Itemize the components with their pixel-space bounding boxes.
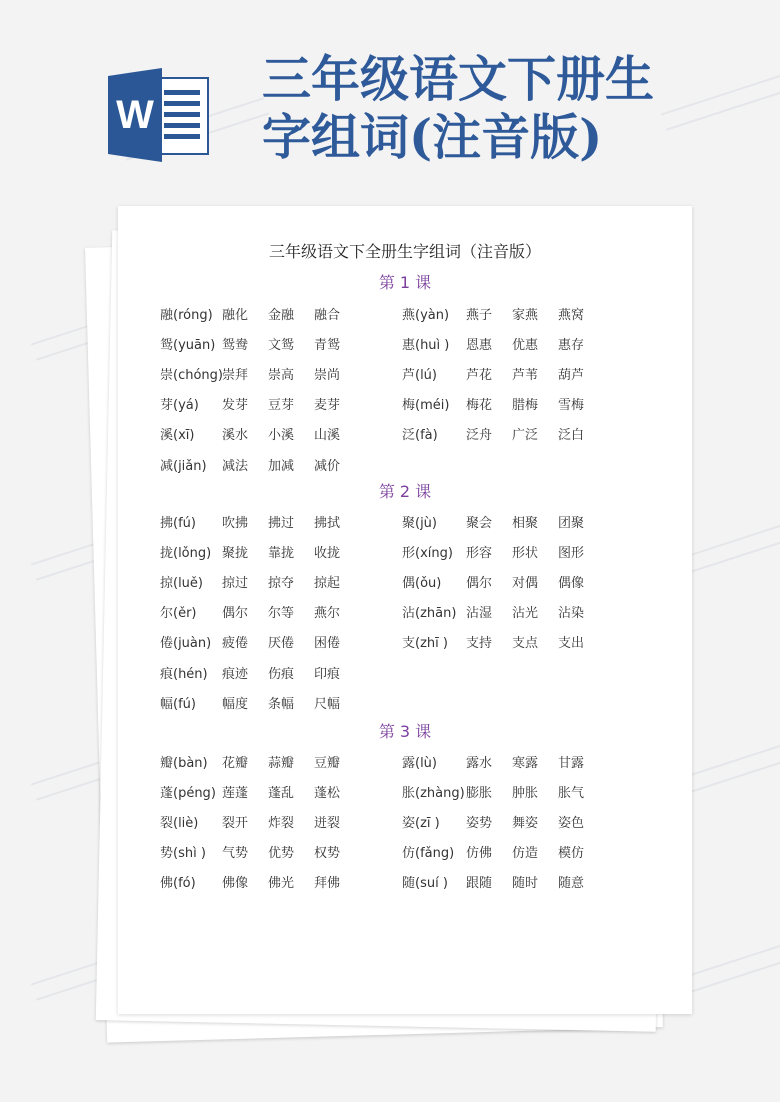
word-row <box>160 746 360 776</box>
compound-word: 胀气 <box>558 785 585 801</box>
character-pinyin: 倦(juàn) <box>160 636 212 652</box>
compound-word: 崇拜 <box>222 367 249 383</box>
compound-word: 恩惠 <box>466 337 493 353</box>
lesson-3-left-column <box>160 746 360 897</box>
compound-word: 优惠 <box>512 337 539 353</box>
compound-word: 舞姿 <box>512 815 539 831</box>
compound-word: 泛白 <box>558 428 585 444</box>
lesson-3-right-column <box>402 746 604 897</box>
page-title-line-1: 三年级语文下册生 <box>262 50 655 108</box>
compound-word: 减法 <box>222 458 249 474</box>
word-row <box>160 506 360 536</box>
character-pinyin: 偶(ǒu) <box>402 575 442 591</box>
compound-word: 尺幅 <box>314 696 341 712</box>
character-pinyin: 痕(hén) <box>160 666 208 682</box>
compound-word: 鸳鸯 <box>222 337 249 353</box>
compound-word: 掠夺 <box>268 575 295 591</box>
word-row <box>402 806 604 836</box>
compound-word: 偶尔 <box>222 606 249 622</box>
compound-word: 伤痕 <box>268 666 295 682</box>
word-row <box>402 597 604 627</box>
character-pinyin: 掠(luě) <box>160 575 203 591</box>
character-pinyin: 沾(zhān) <box>402 606 457 622</box>
character-pinyin: 溪(xī) <box>160 428 195 444</box>
compound-word: 困倦 <box>314 636 341 652</box>
compound-word: 印痕 <box>314 666 341 682</box>
character-pinyin: 鸳(yuān) <box>160 337 216 353</box>
character-pinyin: 惠(huì ) <box>402 337 450 353</box>
compound-word: 花瓣 <box>222 755 249 771</box>
word-row <box>160 389 360 419</box>
compound-word: 蒜瓣 <box>268 755 295 771</box>
character-pinyin: 随(suí ) <box>402 876 448 892</box>
word-row <box>402 506 604 536</box>
word-row <box>402 389 604 419</box>
compound-word: 豆瓣 <box>314 755 341 771</box>
compound-word: 疲倦 <box>222 636 249 652</box>
page-title-line-2: 字组词(注音版) <box>262 108 603 166</box>
compound-word: 燕尔 <box>314 606 341 622</box>
word-document-icon <box>108 68 212 162</box>
compound-word: 沾光 <box>512 606 539 622</box>
compound-word: 掠起 <box>314 575 341 591</box>
word-row <box>160 867 360 897</box>
compound-word: 姿势 <box>466 815 493 831</box>
compound-word: 佛光 <box>268 876 295 892</box>
compound-word: 广泛 <box>512 428 539 444</box>
compound-word: 靠拢 <box>268 545 295 561</box>
lesson-2-title: 第 2 课 <box>378 482 432 501</box>
character-pinyin: 裂(liè) <box>160 815 199 831</box>
compound-word: 芦花 <box>466 367 493 383</box>
page-title <box>262 50 762 166</box>
compound-word: 崇尚 <box>314 367 341 383</box>
compound-word: 相聚 <box>512 515 539 531</box>
character-pinyin: 崇(chóng) <box>160 367 223 383</box>
character-pinyin: 瓣(bàn) <box>160 755 208 771</box>
compound-word: 豆芽 <box>268 398 295 414</box>
character-pinyin: 蓬(péng) <box>160 785 216 801</box>
word-row <box>160 419 360 449</box>
character-pinyin: 拢(lǒng) <box>160 545 212 561</box>
compound-word: 泛舟 <box>466 428 493 444</box>
word-row <box>402 298 604 328</box>
character-pinyin: 芦(lú) <box>402 367 437 383</box>
compound-word: 莲蓬 <box>222 785 249 801</box>
lesson-3-title: 第 3 课 <box>378 722 432 741</box>
compound-word: 仿造 <box>512 846 539 862</box>
lesson-1-right-column <box>402 298 604 449</box>
word-row <box>402 627 604 657</box>
compound-word: 麦芽 <box>314 398 341 414</box>
compound-word: 聚会 <box>466 515 493 531</box>
compound-word: 偶像 <box>558 575 585 591</box>
compound-word: 山溪 <box>314 428 341 444</box>
word-row <box>160 449 360 479</box>
compound-word: 吹拂 <box>222 515 249 531</box>
compound-word: 尔等 <box>268 606 295 622</box>
compound-word: 图形 <box>558 545 585 561</box>
character-pinyin: 佛(fó) <box>160 876 196 892</box>
compound-word: 团聚 <box>558 515 585 531</box>
compound-word: 支持 <box>466 636 493 652</box>
compound-word: 加减 <box>268 458 295 474</box>
character-pinyin: 形(xíng) <box>402 545 453 561</box>
character-pinyin: 支(zhī ) <box>402 636 448 652</box>
compound-word: 寒露 <box>512 755 539 771</box>
character-pinyin: 减(jiǎn) <box>160 458 207 474</box>
compound-word: 仿佛 <box>466 846 493 862</box>
word-row <box>160 657 360 687</box>
compound-word: 痕迹 <box>222 666 249 682</box>
compound-word: 雪梅 <box>558 398 585 414</box>
compound-word: 芦苇 <box>512 367 539 383</box>
word-row <box>402 358 604 388</box>
word-row <box>402 328 604 358</box>
word-row <box>402 837 604 867</box>
lesson-2-left-column <box>160 506 360 717</box>
compound-word: 裂开 <box>222 815 249 831</box>
compound-word: 拂拭 <box>314 515 341 531</box>
word-row <box>160 627 360 657</box>
compound-word: 溪水 <box>222 428 249 444</box>
compound-word: 支出 <box>558 636 585 652</box>
compound-word: 文鸳 <box>268 337 295 353</box>
compound-word: 厌倦 <box>268 636 295 652</box>
word-row <box>402 746 604 776</box>
compound-word: 融化 <box>222 307 249 323</box>
compound-word: 聚拢 <box>222 545 249 561</box>
compound-word: 气势 <box>222 846 249 862</box>
character-pinyin: 拂(fú) <box>160 515 196 531</box>
compound-word: 发芽 <box>222 398 249 414</box>
compound-word: 梅花 <box>466 398 493 414</box>
compound-word: 形容 <box>466 545 493 561</box>
compound-word: 露水 <box>466 755 493 771</box>
compound-word: 融合 <box>314 307 341 323</box>
word-row <box>402 776 604 806</box>
compound-word: 膨胀 <box>466 785 493 801</box>
compound-word: 姿色 <box>558 815 585 831</box>
compound-word: 肿胀 <box>512 785 539 801</box>
compound-word: 减价 <box>314 458 341 474</box>
word-row <box>402 867 604 897</box>
character-pinyin: 芽(yá) <box>160 398 199 414</box>
document-title: 三年级语文下全册生字组词（注音版） <box>268 242 541 261</box>
compound-word: 小溪 <box>268 428 295 444</box>
word-row <box>402 566 604 596</box>
compound-word: 腊梅 <box>512 398 539 414</box>
word-row <box>160 687 360 717</box>
lesson-1-left-column <box>160 298 360 479</box>
compound-word: 形状 <box>512 545 539 561</box>
character-pinyin: 泛(fà) <box>402 428 438 444</box>
compound-word: 偶尔 <box>466 575 493 591</box>
compound-word: 蓬松 <box>314 785 341 801</box>
compound-word: 金融 <box>268 307 295 323</box>
character-pinyin: 幅(fú) <box>160 696 196 712</box>
compound-word: 燕子 <box>466 307 493 323</box>
compound-word: 条幅 <box>268 696 295 712</box>
character-pinyin: 燕(yàn) <box>402 307 450 323</box>
word-row <box>160 566 360 596</box>
compound-word: 跟随 <box>466 876 493 892</box>
character-pinyin: 姿(zī ) <box>402 815 440 831</box>
compound-word: 青鸳 <box>314 337 341 353</box>
compound-word: 甘露 <box>558 755 585 771</box>
compound-word: 拂过 <box>268 515 295 531</box>
character-pinyin: 聚(jù) <box>402 515 437 531</box>
compound-word: 葫芦 <box>558 367 585 383</box>
character-pinyin: 势(shì ) <box>160 846 206 862</box>
compound-word: 家燕 <box>512 307 539 323</box>
word-row <box>160 298 360 328</box>
word-row <box>160 536 360 566</box>
compound-word: 燕窝 <box>558 307 585 323</box>
compound-word: 蓬乱 <box>268 785 295 801</box>
compound-word: 模仿 <box>558 846 585 862</box>
compound-word: 支点 <box>512 636 539 652</box>
word-row <box>160 806 360 836</box>
compound-word: 崇高 <box>268 367 295 383</box>
compound-word: 优势 <box>268 846 295 862</box>
compound-word: 掠过 <box>222 575 249 591</box>
lesson-2-right-column <box>402 506 604 657</box>
document-page <box>118 206 692 1014</box>
compound-word: 幅度 <box>222 696 249 712</box>
word-row <box>402 536 604 566</box>
word-row <box>160 776 360 806</box>
character-pinyin: 梅(méi) <box>402 398 450 414</box>
compound-word: 随时 <box>512 876 539 892</box>
compound-word: 佛像 <box>222 876 249 892</box>
compound-word: 对偶 <box>512 575 539 591</box>
word-logo-letter: W <box>116 93 154 137</box>
character-pinyin: 融(róng) <box>160 307 213 323</box>
compound-word: 随意 <box>558 876 585 892</box>
lesson-1-title: 第 1 课 <box>378 273 432 292</box>
compound-word: 权势 <box>314 846 341 862</box>
word-row <box>160 837 360 867</box>
character-pinyin: 仿(fǎng) <box>402 846 455 862</box>
word-row <box>402 419 604 449</box>
compound-word: 迸裂 <box>314 815 341 831</box>
compound-word: 沾染 <box>558 606 585 622</box>
character-pinyin: 胀(zhàng) <box>402 785 465 801</box>
compound-word: 惠存 <box>558 337 585 353</box>
character-pinyin: 尔(ěr) <box>160 606 197 622</box>
word-row <box>160 358 360 388</box>
compound-word: 收拢 <box>314 545 341 561</box>
compound-word: 炸裂 <box>268 815 295 831</box>
character-pinyin: 露(lù) <box>402 755 437 771</box>
compound-word: 拜佛 <box>314 876 341 892</box>
word-row <box>160 597 360 627</box>
compound-word: 沾湿 <box>466 606 493 622</box>
word-row <box>160 328 360 358</box>
